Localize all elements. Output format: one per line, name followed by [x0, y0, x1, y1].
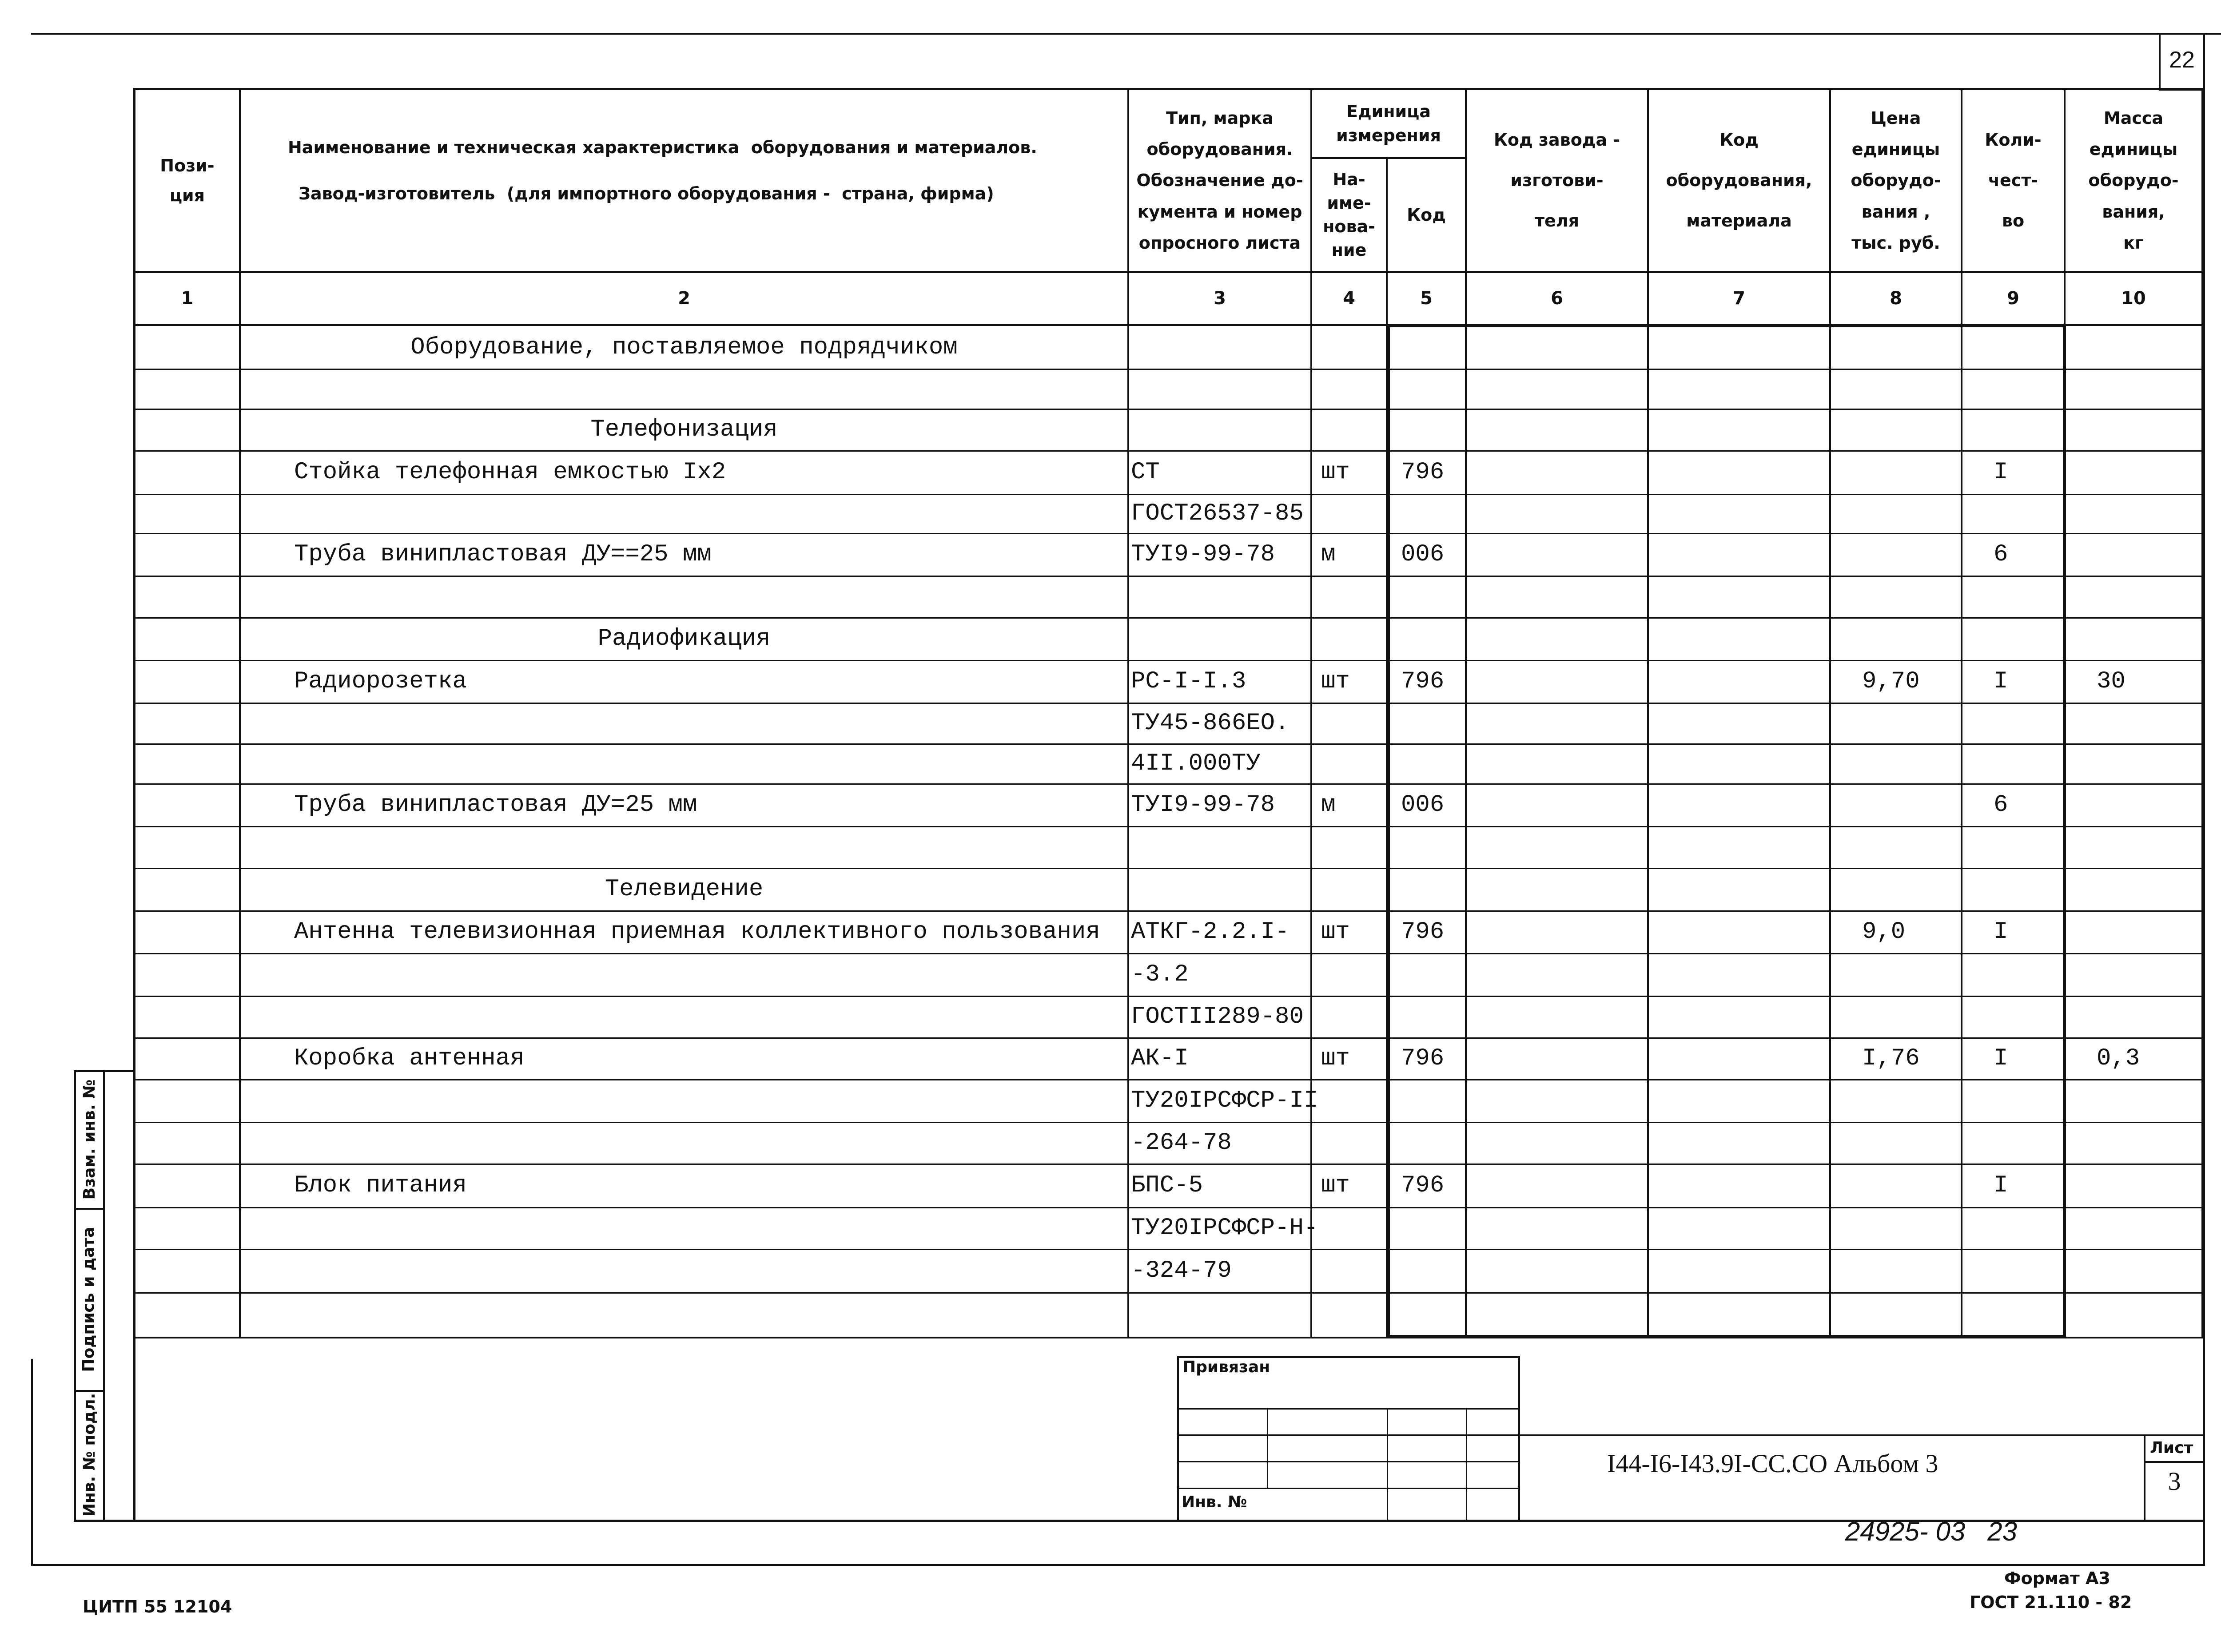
item-quantity: I [1994, 1171, 2008, 1199]
item-type: АТКГ-2.2.I- [1131, 918, 1290, 945]
header-quantity: Коли- чест- во [1985, 130, 2042, 231]
item-name: Стойка телефонная емкостью Iх2 [294, 458, 726, 486]
heavy-frame-right [2063, 326, 2066, 1338]
item-unit: шт [1321, 918, 1350, 945]
tb-col3 [1466, 1408, 1467, 1521]
archive-number: 24925- 03 23 [1845, 1517, 2017, 1546]
header-unit-code: Код [1407, 205, 1446, 225]
side-stamp-link [103, 1070, 135, 1072]
item-type: ГОСТII289-80 [1131, 1003, 1304, 1030]
item-code: 006 [1401, 540, 1445, 568]
item-name: Труба винипластовая ДУ==25 мм [294, 540, 712, 568]
row-line [133, 576, 2203, 577]
item-type: ГОСТ26537-85 [1131, 500, 1304, 527]
section-heading: Радиофикация [597, 625, 771, 652]
item-unit: шт [1321, 1171, 1350, 1199]
item-name: Радиорозетка [294, 667, 467, 695]
tb-box-left [1177, 1356, 1179, 1521]
header-name-line1: Наименование и техническая характеристика оборудования и материалов. [288, 138, 1037, 157]
column-number: 2 [678, 288, 690, 309]
header-price: Цена единицы оборудо- вания , тыс. руб. [1851, 108, 1941, 253]
column-number: 6 [1551, 288, 1563, 309]
col-sep-10 [2201, 88, 2203, 1338]
item-name: Труба винипластовая ДУ=25 мм [294, 791, 697, 818]
item-type: АК-I [1131, 1044, 1189, 1072]
tb-row1 [1177, 1408, 1520, 1410]
item-code: 796 [1401, 458, 1445, 486]
item-type: РС-I-I.3 [1131, 667, 1246, 695]
side-stamp-vzam: Взам. инв. № [80, 1079, 99, 1200]
item-type: -3.2 [1131, 961, 1189, 988]
header-name-line2: Завод-изготовитель (для импортного оборудования - страна, фирма) [299, 184, 994, 203]
side-stamp-inv: Инв. № подл. [80, 1393, 99, 1517]
item-type: ТУI9-99-78 [1131, 791, 1275, 818]
item-unit: м [1321, 791, 1336, 818]
drawing-designation: I44-I6-I43.9I-CC.CO Альбом 3 [1607, 1449, 1938, 1478]
tb-col2 [1387, 1408, 1388, 1521]
item-quantity: I [1994, 458, 2008, 486]
header-factory-code: Код завода - изготови- теля [1493, 130, 1620, 231]
right-frame-line [2203, 33, 2205, 1565]
tb-row4 [1177, 1488, 1520, 1489]
item-quantity: I [1994, 1044, 2008, 1072]
format-label: Формат А3 [2004, 1569, 2110, 1588]
list-label: Лист [2150, 1439, 2193, 1457]
side-stamp-bottom [74, 1520, 135, 1522]
header-unit-group: Единица измерения [1336, 102, 1441, 145]
tb-col1 [1267, 1408, 1268, 1489]
item-code: 796 [1401, 1044, 1445, 1072]
item-type: 4II.000ТУ [1131, 750, 1261, 777]
side-stamp-podpis: Подпись и дата [79, 1227, 98, 1372]
item-quantity: 6 [1994, 791, 2008, 818]
item-type: -324-79 [1131, 1257, 1232, 1284]
item-name: Коробка антенная [294, 1044, 525, 1072]
tb-box-right [1518, 1356, 1520, 1521]
item-quantity: I [1994, 918, 2008, 945]
ctip-label: ЦИТП 55 12104 [83, 1597, 232, 1616]
list-value: 3 [2168, 1467, 2181, 1496]
heavy-frame-left [1387, 326, 1390, 1338]
header-unit-name: На- име- нова- ние [1323, 169, 1375, 260]
column-number: 3 [1214, 288, 1226, 309]
gost-label: ГОСТ 21.110 - 82 [1970, 1592, 2132, 1612]
item-type: СТ [1131, 458, 1160, 486]
section-heading: Телефонизация [590, 416, 778, 443]
item-code: 796 [1401, 918, 1445, 945]
column-number: 7 [1733, 288, 1745, 309]
item-price: 9,0 [1862, 918, 1906, 945]
row-line [133, 826, 2203, 827]
heavy-frame-top [1387, 324, 2066, 327]
item-mass: 0,3 [2097, 1044, 2140, 1072]
left-frame-line [31, 1359, 33, 1566]
row-line [133, 1292, 2203, 1294]
item-quantity: I [1994, 667, 2008, 695]
header-equipment-code: Код оборудования, материала [1666, 130, 1812, 231]
item-price: 9,70 [1862, 667, 1920, 695]
item-code: 796 [1401, 1171, 1445, 1199]
column-number: 10 [2121, 288, 2146, 309]
inv-no-label: Инв. № [1182, 1493, 1247, 1511]
tb-row3 [1177, 1461, 1520, 1462]
tb-row2 [1177, 1434, 1520, 1436]
item-price: I,76 [1862, 1044, 1920, 1072]
column-number: 8 [1890, 288, 1902, 309]
heavy-frame-bottom [1387, 1335, 2066, 1338]
item-unit: шт [1321, 667, 1350, 695]
column-number: 9 [2007, 288, 2019, 309]
item-mass: 30 [2097, 667, 2125, 695]
side-stamp-right [133, 1338, 135, 1521]
column-number: 1 [181, 288, 194, 309]
item-unit: шт [1321, 1044, 1350, 1072]
item-type: ТУ20IРСФСР-Н- [1131, 1214, 1318, 1242]
bottom-frame-line [31, 1564, 2205, 1566]
side-stamp-inner [103, 1070, 105, 1521]
column-number: 4 [1343, 288, 1355, 309]
top-frame-line [31, 33, 2221, 35]
header-mass: Масса единицы оборудо- вания, кг [2088, 108, 2179, 253]
page-number: 22 [2169, 47, 2195, 73]
item-type: -264-78 [1131, 1129, 1232, 1156]
item-name: Антенна телевизионная приемная коллективного пользования [294, 918, 1100, 945]
item-name: Блок питания [294, 1171, 467, 1199]
item-quantity: 6 [1994, 540, 2008, 568]
item-code: 006 [1401, 791, 1445, 818]
item-type: ТУ45-866ЕО. [1131, 709, 1290, 737]
column-number: 5 [1420, 288, 1433, 309]
row-line [133, 369, 2203, 370]
item-type: ТУI9-99-78 [1131, 540, 1275, 568]
item-unit: шт [1321, 458, 1350, 486]
item-code: 796 [1401, 667, 1445, 695]
section-heading: Оборудование, поставляемое подрядчиком [410, 334, 958, 361]
section-heading: Телевидение [605, 875, 764, 903]
list-box-sep [2144, 1461, 2203, 1463]
item-type: БПС-5 [1131, 1171, 1203, 1199]
designation-box-top [1518, 1434, 2203, 1436]
item-unit: м [1321, 540, 1336, 568]
header-position: Пози- ция [160, 156, 215, 205]
item-type: ТУ20IРСФСР-II [1131, 1087, 1318, 1114]
header-type: Тип, марка оборудования. Обозначение до- кумента и номер опросного листа [1136, 108, 1303, 253]
privyazan-label: Привязан [1182, 1358, 1270, 1376]
